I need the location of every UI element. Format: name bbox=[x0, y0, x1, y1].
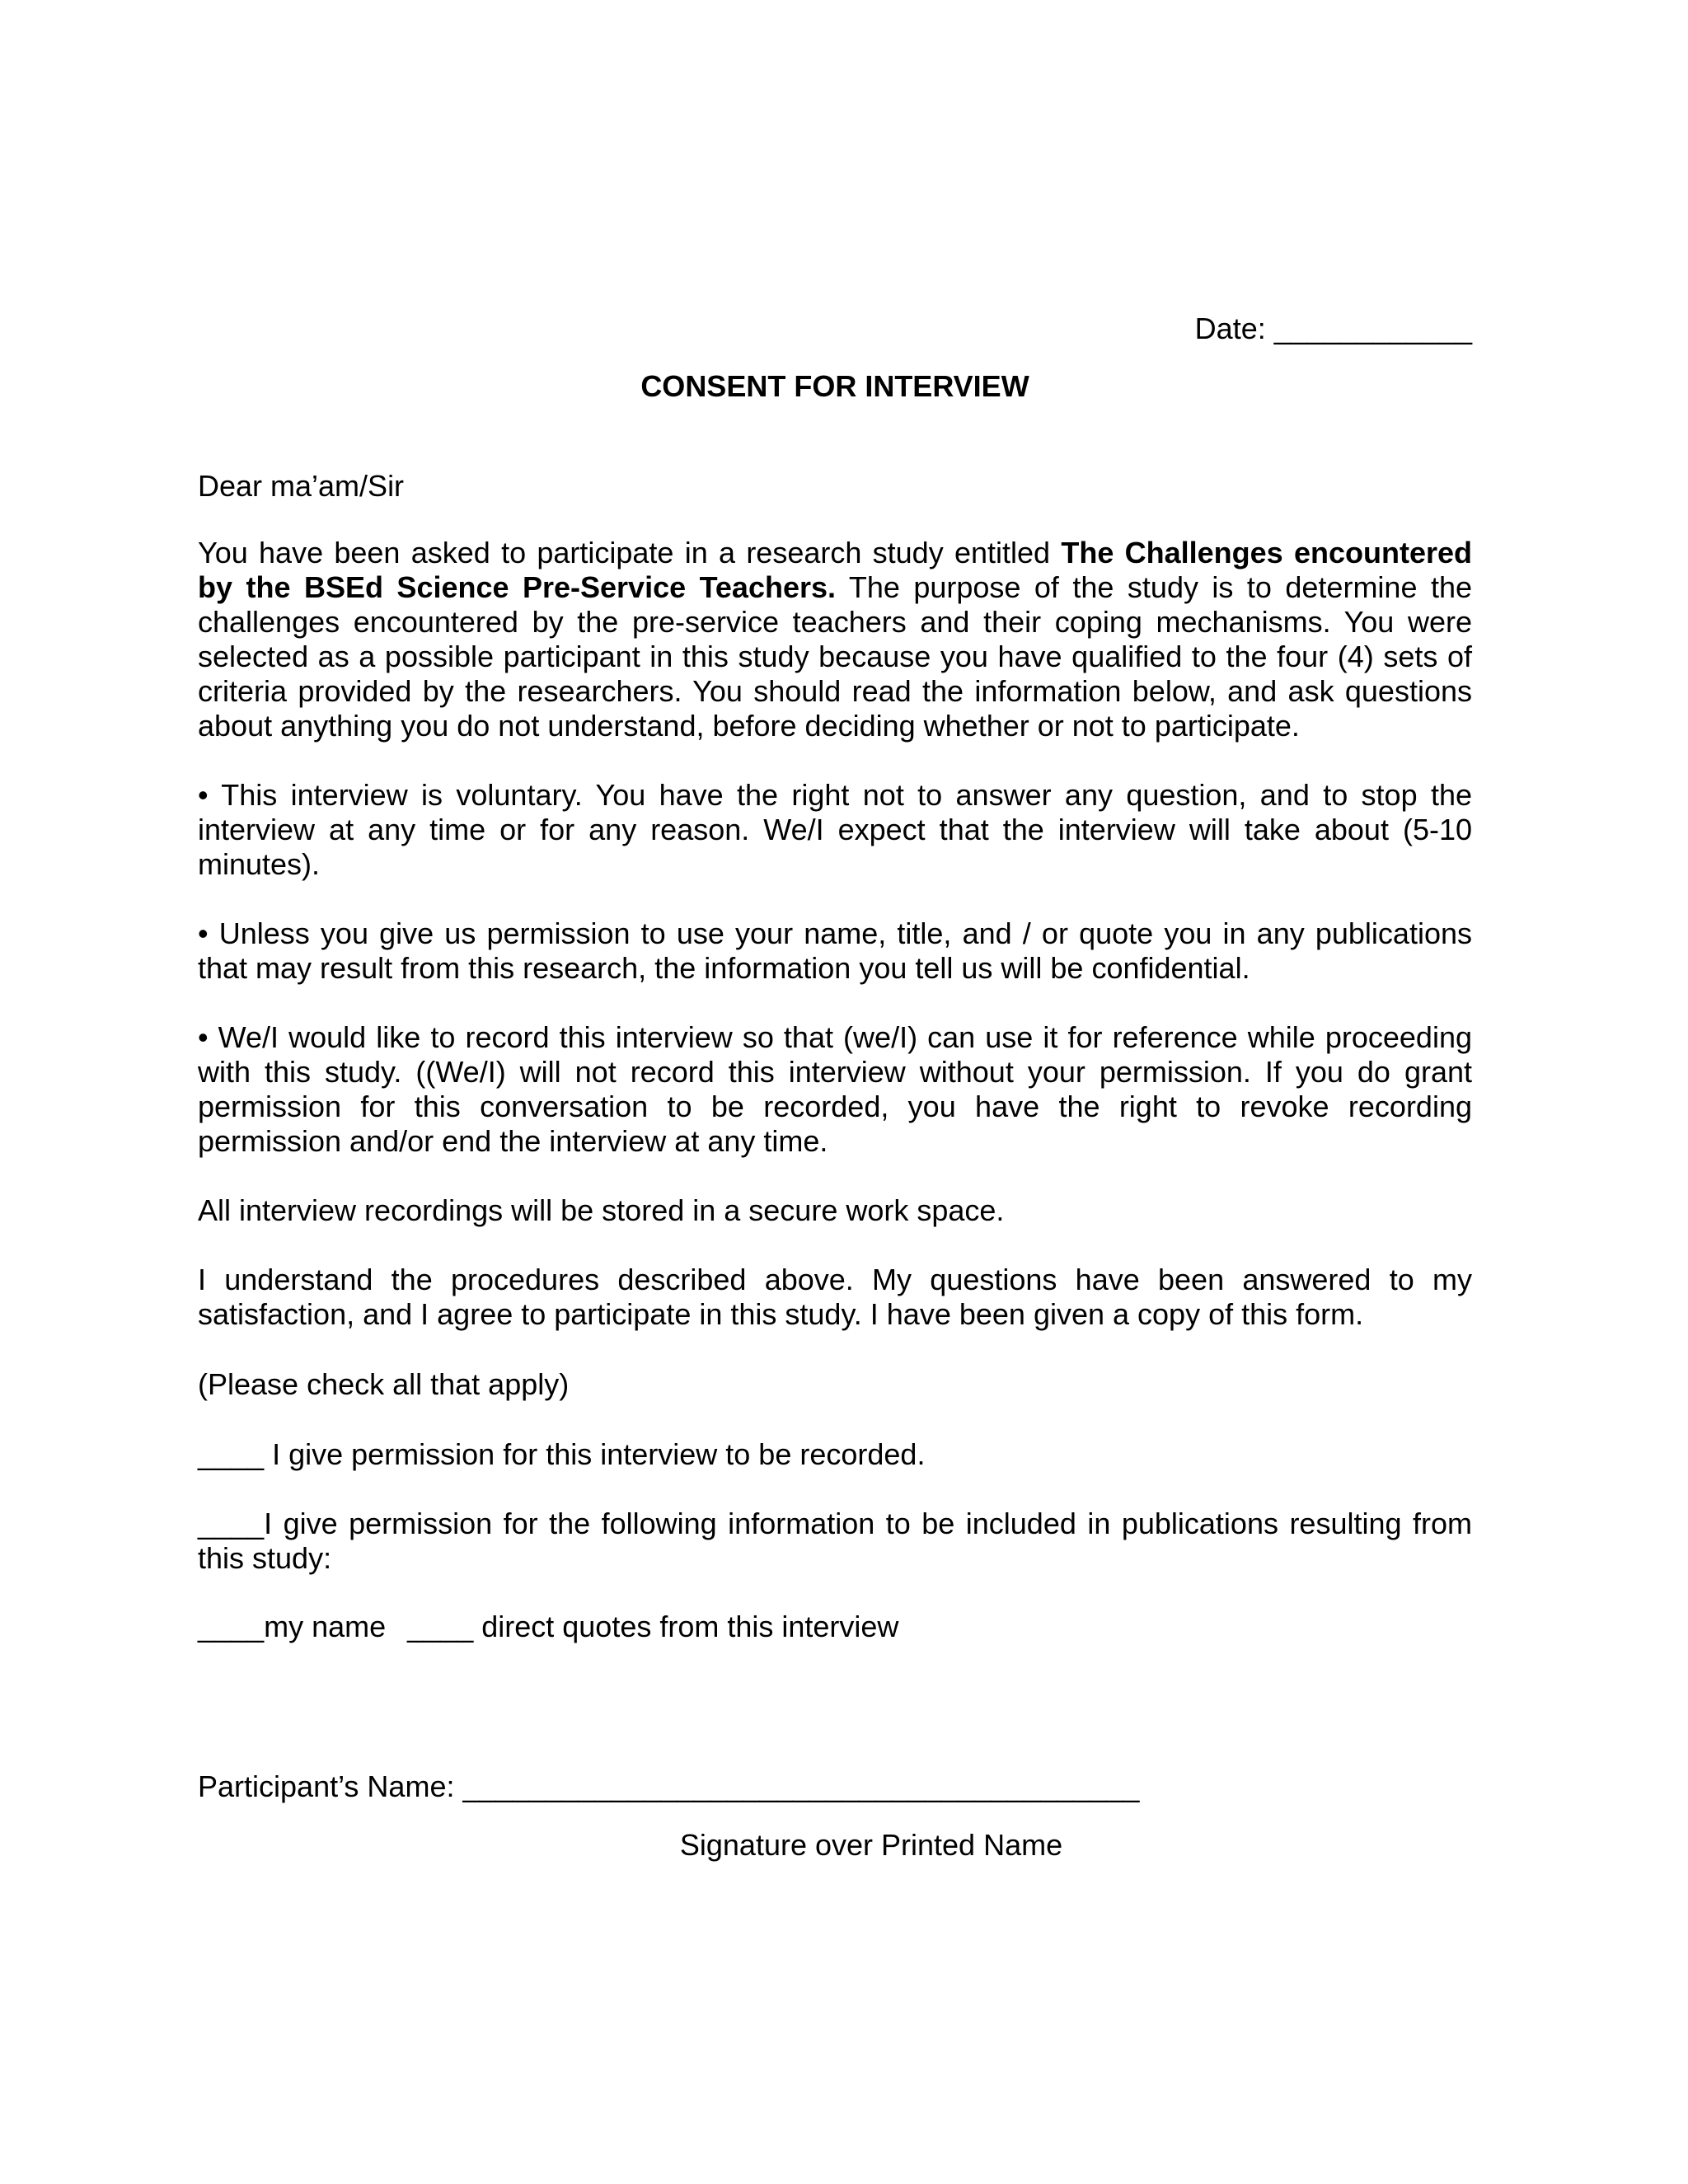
intro-paragraph bbox=[198, 536, 1472, 743]
date-field bbox=[1195, 312, 1472, 346]
check-item-publish: ____I give permission for the following information to be included in publications resulting from this study: bbox=[198, 1507, 1472, 1575]
bullet-voluntary: • This interview is voluntary. You have the right not to answer any question, and to stop the interview at any time or for any reason. We/I expect that the interview will take about (5-10 minutes). bbox=[198, 778, 1472, 881]
storage-note: All interview recordings will be stored in a secure work space. bbox=[198, 1193, 1005, 1227]
check-instruction: (Please check all that apply) bbox=[198, 1367, 570, 1401]
study-title: The Challenges encountered by the BSEd Science Pre-Service Teachers. bbox=[198, 536, 1472, 604]
bullet-recording: • We/I would like to record this interview so that (we/I) can use it for reference while proceeding with this study. ((We/I) will not record this interview without your permission. If you do grant permission for this conversation to be recorded, you have the right to revoke recording permission and/or end the interview at any time. bbox=[198, 1020, 1472, 1158]
bullet-confidential: • Unless you give us permission to use your name, title, and / or quote you in any publications that may result from this research, the information you tell us will be confidential. bbox=[198, 916, 1472, 985]
salutation: Dear ma’am/Sir bbox=[198, 469, 405, 503]
check-item-my-name: ____my name bbox=[198, 1610, 387, 1643]
check-item-record: ____ I give permission for this interview to be recorded. bbox=[198, 1437, 926, 1471]
date-blank: ____________ bbox=[1273, 312, 1472, 345]
intro-after: The purpose of the study is to determine the challenges encountered by the pre-service teachers and their coping mechanisms. You were selected as a possible participant in this study because you have qualified to the four (4) sets of criteria provided by the researchers. You should read the information below, and ask questions about anything you do not understand, before deciding whether or not to participate. bbox=[198, 570, 1472, 743]
participant-name-field bbox=[198, 1769, 1139, 1804]
intro-before: You have been asked to participate in a research study entitled bbox=[198, 536, 1062, 569]
check-item-row bbox=[198, 1610, 898, 1644]
agreement-paragraph: I understand the procedures described above. My questions have been answered to my satisfaction, and I agree to participate in this study. I have been given a copy of this form. bbox=[198, 1263, 1472, 1331]
page-title: CONSENT FOR INTERVIEW bbox=[640, 369, 1029, 403]
check-item-quotes: ____ direct quotes from this interview bbox=[407, 1610, 899, 1643]
participant-name-line: _________________________________________ bbox=[462, 1769, 1140, 1803]
date-label: Date: bbox=[1194, 312, 1266, 345]
signature-caption: Signature over Printed Name bbox=[679, 1828, 1063, 1862]
participant-name-label: Participant’s Name: bbox=[198, 1769, 455, 1803]
